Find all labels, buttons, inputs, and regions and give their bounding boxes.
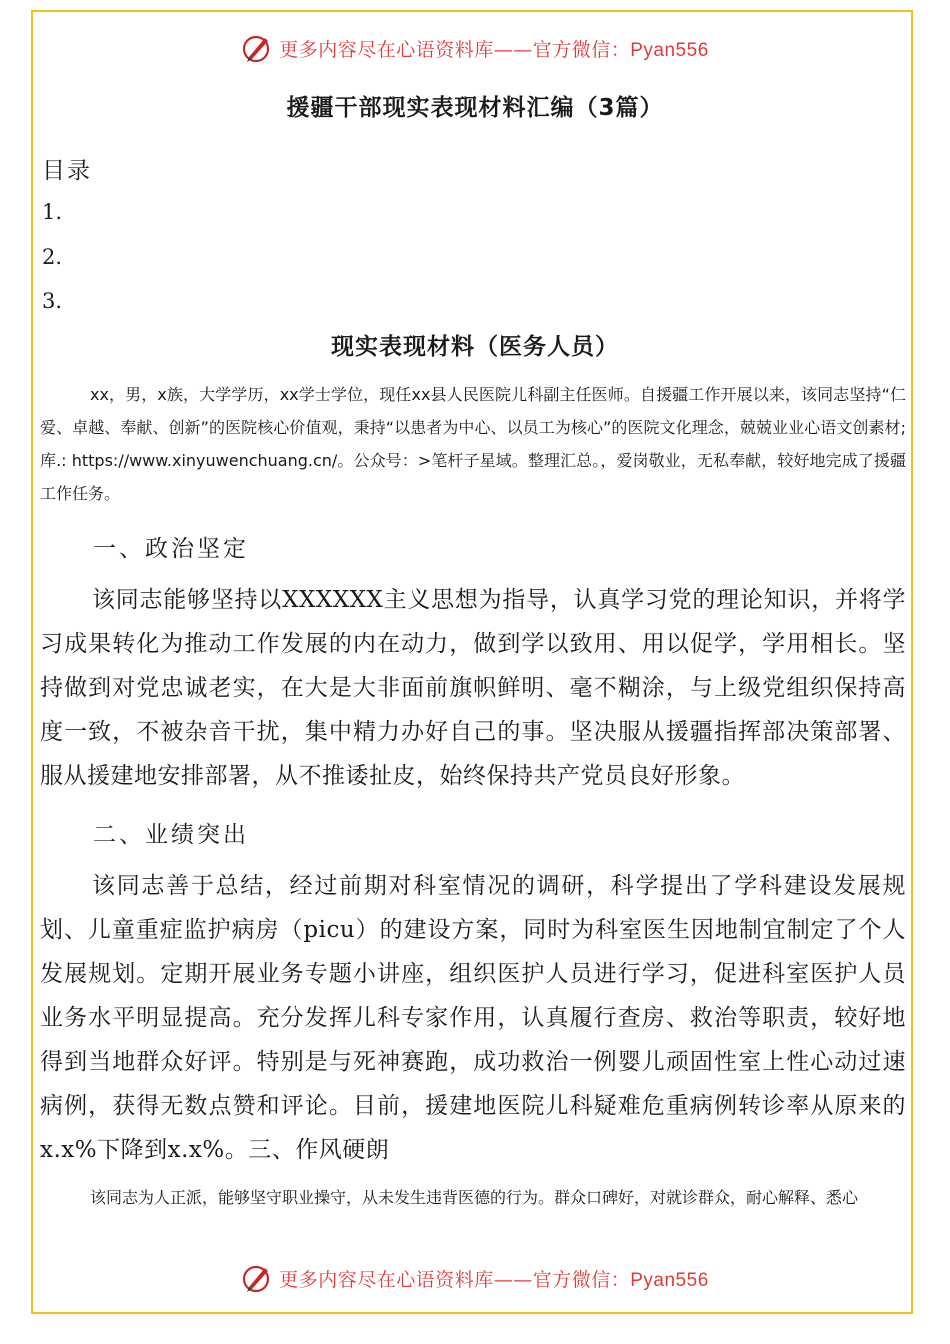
paragraph-political: 该同志能够坚持以XXXXXX主义思想为指导，认真学习党的理论知识，并将学习成果转化为推动工作发展的内在动力，做到学以致用、用以促学，学用相长。坚持做到对党忠诚老实，在大是大非面前旗帜鲜明、毫不糊涂，与上级党组织保持高度一致，不被杂音干扰，集中精力办好自己的事。坚决服从援疆指挥部决策部署、服从援建地安排部署，从不推诿扯皮，始终保持共产党员良好形象。 <box>40 587 906 789</box>
header-banner[interactable] <box>0 32 950 68</box>
pen-logo-icon <box>241 1262 273 1294</box>
toc-item[interactable]: 2. <box>42 245 63 269</box>
toc-heading: 目录 <box>42 158 92 184</box>
section-heading-performance: 二、业绩突出 <box>93 822 249 848</box>
intro-paragraph: xx，男，x族，大学学历，xx学士学位，现任xx县人民医院儿科副主任医师。自援疆工作开展以来，该同志坚持“仁爱、卓越、奉献、创新”的医院核心价值观，秉持“以患者为中心、以员工为核心”的医院文化理念，兢兢业业心语文创素材;库.: https://www.xinyuwenchuang.cn/。公众号：>笔杆子星域。整理汇总。，爱岗敬业，无私奉献，较好地完成了援疆工作任务。 <box>40 385 906 503</box>
footer-banner[interactable] <box>0 1262 950 1298</box>
toc-item[interactable]: 3. <box>42 289 63 313</box>
paragraph-style-start: 该同志为人正派，能够坚守职业操守，从未发生违背医德的行为。群众口碑好，对就诊群众，耐心解释、悉心 <box>90 1188 859 1207</box>
pen-logo-icon <box>241 32 273 64</box>
section-subtitle: 现实表现材料（医务人员） <box>331 334 619 360</box>
document-title: 援疆干部现实表现材料汇编（3篇） <box>286 95 664 121</box>
paragraph-performance: 该同志善于总结，经过前期对科室情况的调研，科学提出了学科建设发展规划、儿童重症监护病房（picu）的建设方案，同时为科室医生因地制宜制定了个人发展规划。定期开展业务专题小讲座，组织医护人员进行学习，促进科室医护人员业务水平明显提高。充分发挥儿科专家作用，认真履行查房、救治等职责，较好地得到当地群众好评。特别是与死神赛跑，成功救治一例婴儿顽固性室上性心动过速病例，获得无数点赞和评论。目前，援建地医院儿科疑难危重病例转诊率从原来的x.x%下降到x.x%。三、作风硬朗 <box>40 873 906 1163</box>
toc-item[interactable]: 1. <box>42 200 63 224</box>
section-heading-political: 一、政治坚定 <box>93 536 249 562</box>
banner-text: 更多内容尽在心语资料库——官方微信：Pyan556 <box>279 1268 709 1291</box>
banner-text: 更多内容尽在心语资料库——官方微信：Pyan556 <box>279 38 709 61</box>
